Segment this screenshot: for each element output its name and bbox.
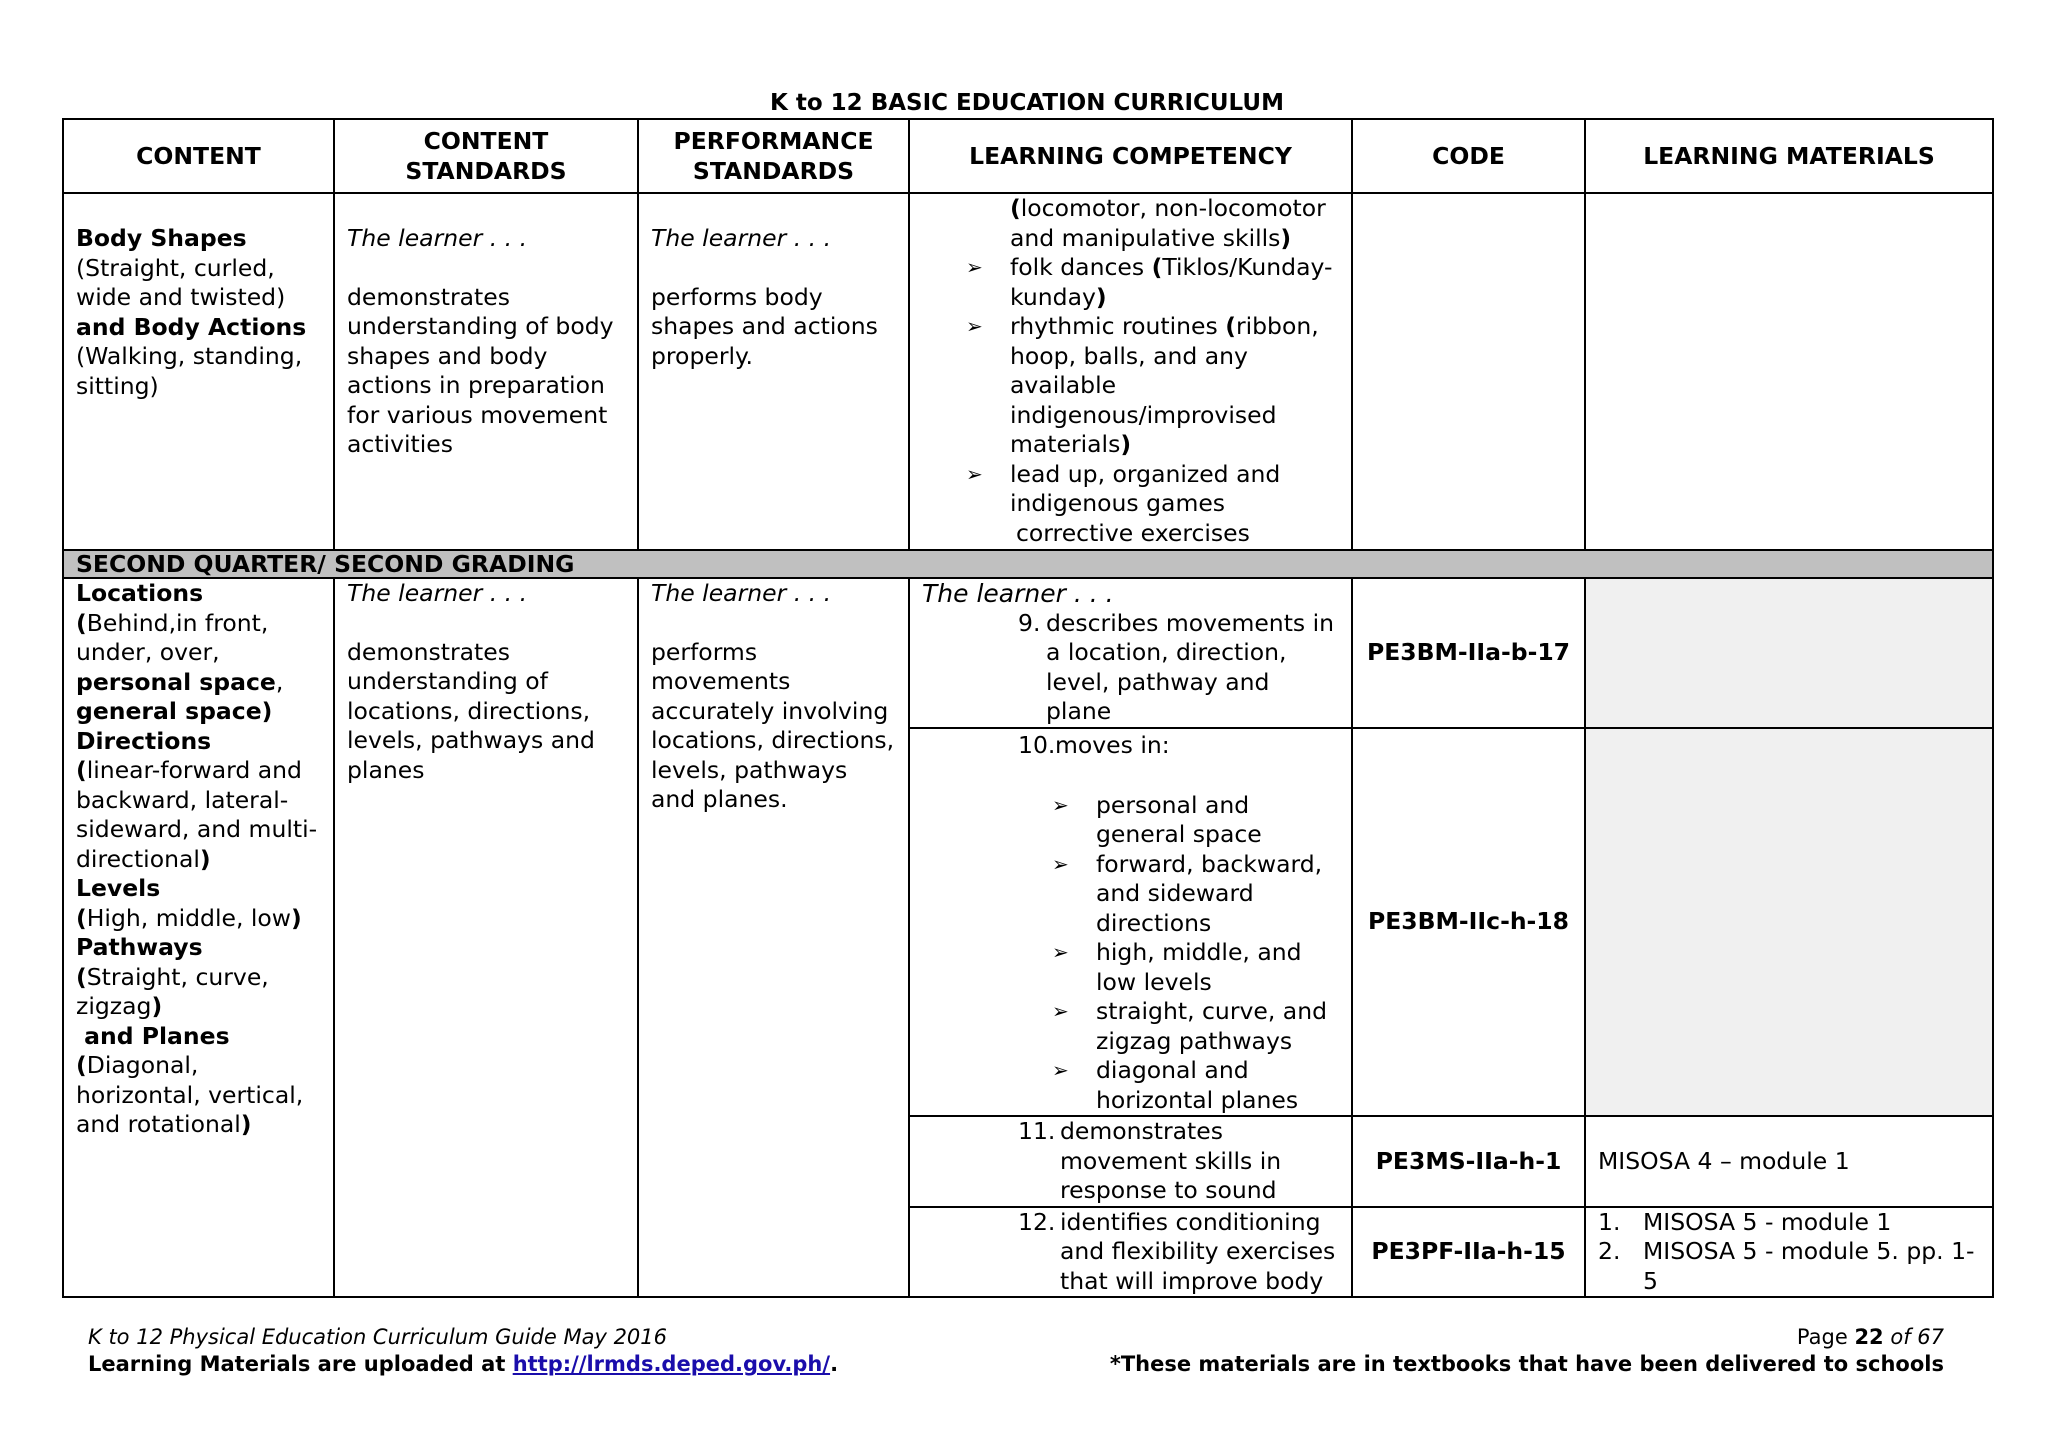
header-content: CONTENT [63, 119, 334, 193]
list-item: ➢ rhythmic routines (ribbon, hoop, balls, and any available indigenous/improvised materials) [966, 312, 1319, 458]
learning-competency-cell [909, 193, 1352, 550]
competency-sublist [922, 791, 1339, 1116]
materials-cell [1585, 728, 1993, 1116]
content-standards-cell [334, 193, 638, 550]
learner-intro: The learner . . . [347, 579, 528, 607]
content-heading: and Body Actions [76, 312, 307, 341]
list-item: ➢ diagonal and horizontal planes [1052, 1056, 1299, 1114]
competency-item: 10. moves in: [1018, 731, 1170, 759]
code-cell: PE3BM-IIa-b-17 [1352, 578, 1585, 728]
uploaded-text: Learning Materials are uploaded at [88, 1352, 513, 1376]
list-item: ➢ folk dances (Tiklos/Kunday-kunday) [966, 253, 1333, 311]
content-cell [63, 193, 334, 550]
content-heading: Body Shapes [76, 224, 247, 252]
arrowhead-bullet-icon: ➢ [966, 314, 983, 338]
learning-competency-cell [909, 1116, 1352, 1207]
list-item: ➢ forward, backward, and sideward directions [1052, 849, 1323, 937]
list-item: ➢ personal and general space [1052, 790, 1262, 848]
materials-cell [1585, 1116, 1993, 1207]
guide-title: K to 12 Physical Education Curriculum Guide May 2016 [88, 1325, 668, 1349]
code-cell: PE3PF-IIa-h-15 [1352, 1207, 1585, 1298]
learner-intro: The learner . . . [651, 224, 832, 252]
material-item: MISOSA 4 – module 1 [1598, 1146, 1850, 1175]
list-item: ➢ straight, curve, and zigzag pathways [1052, 997, 1328, 1055]
list-item: ➢ high, middle, and low levels [1052, 938, 1302, 996]
arrowhead-bullet-icon: ➢ [1052, 792, 1069, 817]
header-learning-competency: LEARNING COMPETENCY [909, 119, 1352, 193]
code-cell [1352, 193, 1585, 550]
performance-standards-cell [638, 193, 909, 550]
content-standard-text: demonstrates understanding of locations, directions, levels, pathways and planes [347, 637, 595, 784]
performance-standard-text: performs movements accurately involving locations, directions, levels, pathways and planes. [651, 637, 895, 813]
table-row [63, 193, 1993, 550]
document-title: K to 12 BASIC EDUCATION CURRICULUM [770, 90, 1284, 116]
content-standard-text: demonstrates understanding of body shapes and body actions in preparation for various movement activities [347, 282, 614, 458]
textbook-note: *These materials are in textbooks that have been delivered to schools [1109, 1352, 1944, 1376]
header-performance-standards: PERFORMANCE STANDARDS [638, 119, 909, 193]
footer-line-2: Learning Materials are uploaded at http://lrmds.deped.gov.ph/. *These materials are in textbooks that have been delivered to schools [88, 1352, 1944, 1376]
table-row [63, 578, 1993, 728]
list-item: 1. MISOSA 5 - module 1 [1598, 1207, 1892, 1236]
lrmds-link[interactable]: http://lrmds.deped.gov.ph/ [512, 1352, 831, 1376]
content-text: (Straight, curled, wide and twisted) [76, 253, 286, 311]
content-text: (Walking, standing, sitting) [76, 342, 303, 400]
arrowhead-bullet-icon: ➢ [966, 461, 983, 486]
curriculum-table [62, 118, 1994, 1298]
list-item: 2. MISOSA 5 - module 5. pp. 1-5 [1598, 1237, 1975, 1295]
competency-continuation: (locomotor, non-locomotor and manipulative skills) [1010, 194, 1326, 252]
arrowhead-bullet-icon: ➢ [1052, 1058, 1069, 1082]
content-standards-cell [334, 578, 638, 1297]
header-code: CODE [1352, 119, 1585, 193]
learning-competency-cell [909, 1207, 1352, 1298]
footer-line-1 [88, 1324, 1944, 1351]
table-header-row [63, 119, 1993, 193]
competency-tail: corrective exercises [1016, 518, 1250, 547]
performance-standard-text: performs body shapes and actions properly. [651, 282, 878, 370]
content-cell [63, 578, 334, 1297]
header-learning-materials: LEARNING MATERIALS [1585, 119, 1993, 193]
page-number: Page 22 of 67 [1796, 1325, 1944, 1349]
materials-cell [1585, 1207, 1993, 1298]
competency-item: 11. demonstrates movement skills in response to sound [1018, 1117, 1282, 1204]
learner-intro: The learner . . . [347, 224, 528, 252]
learning-competency-cell [909, 578, 1352, 728]
content-locations: Locations (Behind,in front, under, over, personal space, general space) Directions (linear-forward and backward, lateral-sideward, and multi-directional) Levels (High, middle, low) Pathways (Straight, curve, zigzag) and Planes (Diagonal, horizontal, vertical, and rotational) [76, 579, 318, 1138]
competency-item: 12. identifies conditioning and flexibility exercises that will improve body [1018, 1207, 1336, 1295]
materials-cell [1585, 578, 1993, 728]
competency-item: 9. describes movements in a location, direction, level, pathway and plane [1018, 608, 1335, 725]
arrowhead-bullet-icon: ➢ [1052, 851, 1069, 876]
performance-standards-cell [638, 578, 909, 1297]
code-cell: PE3MS-IIa-h-1 [1352, 1116, 1585, 1207]
arrowhead-bullet-icon: ➢ [1052, 999, 1069, 1023]
competency-list [966, 253, 1339, 519]
quarter-row [63, 550, 1993, 578]
learner-intro: The learner . . . [922, 579, 1114, 608]
quarter-label: SECOND QUARTER/ SECOND GRADING [63, 550, 1993, 578]
learning-competency-cell [909, 728, 1352, 1116]
list-item: ➢ lead up, organized and indigenous games [966, 459, 1281, 517]
arrowhead-bullet-icon: ➢ [1052, 940, 1069, 964]
header-content-standards: CONTENT STANDARDS [334, 119, 638, 193]
materials-cell [1585, 193, 1993, 550]
learner-intro: The learner . . . [651, 579, 832, 607]
materials-list [1598, 1208, 1980, 1297]
arrowhead-bullet-icon: ➢ [966, 255, 983, 279]
code-cell: PE3BM-IIc-h-18 [1352, 728, 1585, 1116]
